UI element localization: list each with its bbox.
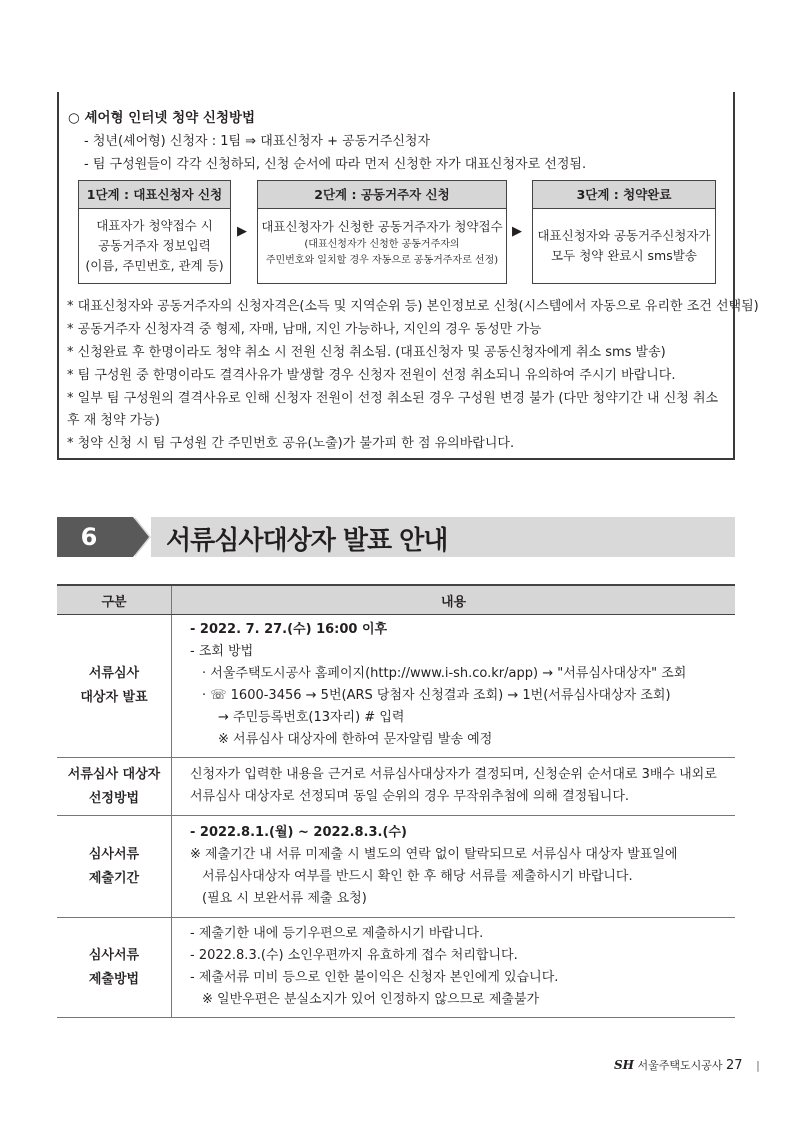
- step-text: (이름, 주민번호, 관계 등): [85, 258, 224, 273]
- content-line: - 2022.8.1.(월) ~ 2022.8.3.(수): [190, 824, 407, 840]
- row-label-line: 서류심사: [88, 666, 140, 681]
- row-label: [57, 615, 172, 758]
- table-row: [57, 615, 735, 758]
- content-line: - 제출서류 미비 등으로 인한 불이익은 신청자 본인에게 있습니다.: [190, 969, 559, 985]
- header-category: 구분: [57, 585, 172, 615]
- row-content: [172, 758, 736, 816]
- box-line: - 팀 구성원들이 각각 신청하되, 신청 순서에 따라 먼저 신청한 자가 대표신청자로 선정됨.: [84, 157, 587, 172]
- row-label-line: 심사서류: [88, 947, 140, 963]
- note: * 신청완료 후 한명이라도 청약 취소 시 전원 신청 취소됨. (대표신청자 및 공동신청자에게 취소 sms 발송): [67, 345, 666, 360]
- step-text: 모두 청약 완료시 sms발송: [551, 248, 697, 263]
- note: 후 재 청약 가능): [67, 413, 160, 428]
- content-line: ※ 일반우편은 분실소지가 있어 인정하지 않으므로 제출불가: [202, 991, 540, 1007]
- step-3: [532, 180, 716, 284]
- box-line: - 청년(셰어형) 신청자 : 1팀 ⇒ 대표신청자 + 공동거주신청자: [84, 134, 431, 149]
- info-table: [57, 584, 735, 1018]
- content-line: 서류심사 대상자로 선정되며 동일 순위의 경우 무작위추첨에 의해 결정됩니다.: [190, 788, 630, 804]
- footer-org: 서울주택도시공사: [637, 1059, 723, 1072]
- content-line: 서류심사대상자 여부를 반드시 확인 한 후 해당 서류를 제출하시기 바랍니다.: [202, 868, 633, 884]
- step-header: 1단계 : 대표신청자 신청: [79, 181, 230, 209]
- section-chevron-icon: [119, 517, 151, 557]
- step-2: [257, 180, 507, 284]
- note: * 일부 팀 구성원의 결격사유로 인해 신청자 전원이 선정 취소된 경우 구성원 변경 불가 (다만 청약기간 내 신청 취소: [67, 391, 719, 406]
- row-content: [172, 816, 736, 918]
- header-content: 내용: [172, 585, 736, 615]
- content-line: 신청자가 입력한 내용을 근거로 서류심사대상자가 결정되며, 신청순위 순서대로 3배수 내외로: [190, 766, 717, 782]
- content-line: · ☏ 1600-3456 → 5번(ARS 당첨자 신청결과 조회) → 1번(서류심사대상자 조회): [202, 688, 671, 703]
- step-text: 대표신청자가 신청한 공동거주자가 청약접수: [261, 219, 503, 234]
- note: * 공동거주자 신청자격 중 형제, 자매, 남매, 지인 가능하나, 지인의 경우 동성만 가능: [67, 322, 542, 337]
- sh-logo: SH: [614, 1058, 635, 1072]
- row-content: [172, 615, 736, 758]
- step-note: (대표신청자가 신청한 공동거주자의: [304, 239, 460, 250]
- step-header: 3단계 : 청약완료: [533, 181, 715, 209]
- table-row: [57, 918, 735, 1018]
- step-text: 대표신청자와 공동거주신청자가: [537, 228, 711, 243]
- row-label-line: 심사서류: [88, 846, 140, 862]
- content-line: - 2022. 7. 27.(수) 16:00 이후: [190, 622, 388, 637]
- row-label-line: 제출기간: [88, 870, 140, 886]
- row-label-line: 제출방법: [88, 971, 140, 987]
- section-number: 6: [57, 517, 121, 557]
- table-header-row: [57, 585, 735, 615]
- content-line: - 2022.8.3.(수) 소인우편까지 유효하게 접수 처리합니다.: [190, 947, 518, 963]
- row-label: [57, 758, 172, 816]
- page-number: 27: [726, 1058, 743, 1073]
- note: * 대표신청자와 공동거주자의 신청자격은(소득 및 지역순위 등) 본인정보로 신청(시스템에서 자동으로 유리한 조건 선택됨): [67, 299, 759, 314]
- row-label-line: 대상자 발표: [80, 690, 148, 705]
- box-title: ○ 셰어형 인터넷 청약 신청방법: [68, 110, 256, 126]
- content-line: - 제출기한 내에 등기우편으로 제출하시기 바랍니다.: [190, 925, 484, 941]
- content-line: · 서울주택도시공사 홈페이지(http://www.i-sh.co.kr/app) → "서류심사대상자" 조회: [202, 666, 687, 681]
- table-row: [57, 758, 735, 816]
- page-footer: [614, 1057, 760, 1073]
- step-text: 대표자가 청약접수 시: [96, 218, 213, 233]
- row-content: [172, 918, 736, 1018]
- content-line: ※ 제출기간 내 서류 미제출 시 별도의 연락 없이 탈락되므로 서류심사 대상자 발표일에: [190, 846, 678, 862]
- content-line: (필요 시 보완서류 제출 요청): [202, 890, 367, 906]
- note: * 팀 구성원 중 한명이라도 결격사유가 발생할 경우 신청자 전원이 선정 취소되니 유의하여 주시기 바랍니다.: [67, 368, 676, 383]
- table-row: [57, 816, 735, 918]
- content-line: → 주민등록번호(13자리) # 입력: [218, 710, 405, 725]
- row-label-line: 선정방법: [88, 790, 140, 806]
- step-note: 주민번호와 일치할 경우 자동으로 공동거주자로 선정): [265, 255, 499, 266]
- step-arrow-icon: ▶: [237, 224, 247, 239]
- row-label: [57, 816, 172, 918]
- step-text: 공동거주자 정보입력: [98, 238, 211, 253]
- step-header: 2단계 : 공동거주자 신청: [258, 181, 506, 209]
- step-arrow-icon: ▶: [512, 224, 522, 239]
- row-label-line: 서류심사 대상자: [67, 766, 161, 782]
- content-line: ※ 서류심사 대상자에 한하여 문자알림 발송 예정: [218, 732, 493, 747]
- section-title: 서류심사대상자 발표 안내: [166, 526, 448, 556]
- footer-separator: |: [756, 1059, 760, 1072]
- step-1: [78, 180, 231, 284]
- row-label: [57, 918, 172, 1018]
- note: * 청약 신청 시 팀 구성원 간 주민번호 공유(노출)가 불가피 한 점 유의바랍니다.: [67, 436, 515, 451]
- content-line: - 조회 방법: [190, 644, 254, 659]
